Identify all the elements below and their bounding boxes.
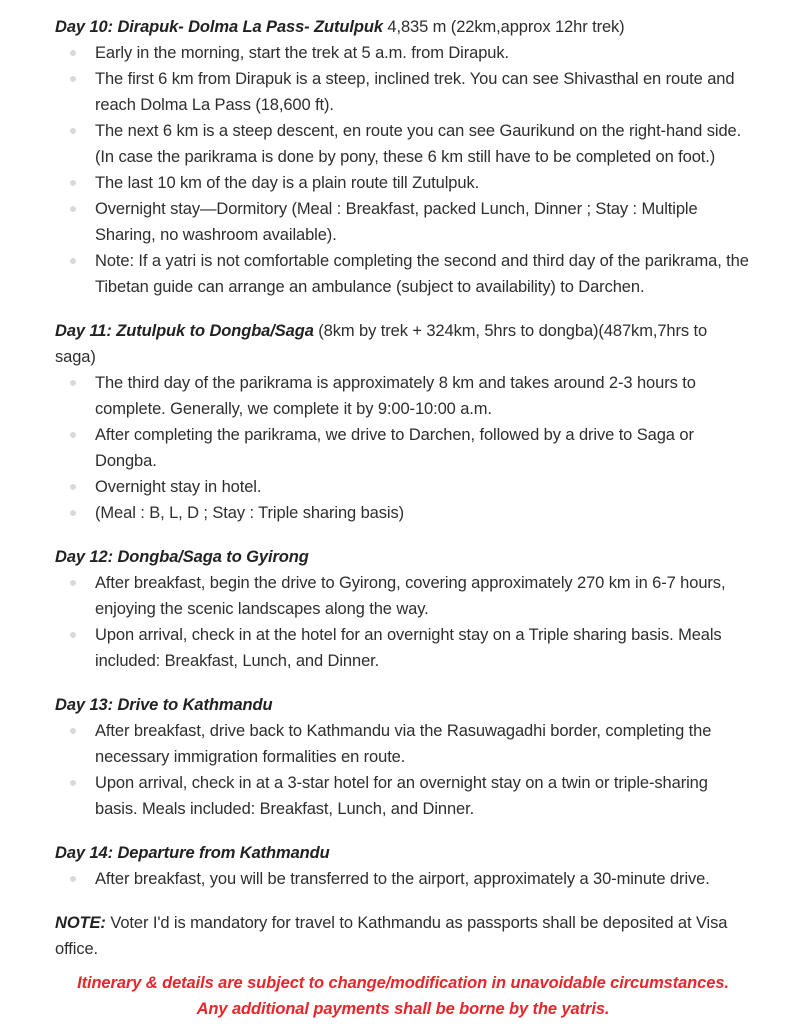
day-10-subtitle: 4,835 m (22km,approx 12hr trek) — [382, 18, 625, 36]
day-11-bullet-list — [55, 370, 751, 526]
list-item: The first 6 km from Dirapuk is a steep, inclined trek. You can see Shivasthal en route and reach Dolma La Pass (18,600 ft). — [67, 66, 751, 118]
list-item: Note: If a yatri is not comfortable completing the second and third day of the parikrama, the Tibetan guide can arrange an ambulance (subject to availability) to Darchen. — [67, 248, 751, 300]
day-11-title: Day 11: Zutulpuk to Dongba/Saga — [55, 322, 314, 340]
day-14-title: Day 14: Departure from Kathmandu — [55, 844, 330, 862]
day-13-title: Day 13: Drive to Kathmandu — [55, 696, 273, 714]
note-paragraph — [55, 910, 751, 962]
day-10-section — [55, 14, 751, 300]
day-10-bullet-list — [55, 40, 751, 300]
day-13-heading — [55, 692, 751, 718]
list-item: After breakfast, drive back to Kathmandu via the Rasuwagadhi border, completing the necessary immigration formalities en route. — [67, 718, 751, 770]
list-item: Upon arrival, check in at a 3-star hotel for an overnight stay on a twin or triple-sharing basis. Meals included: Breakfast, Lunch, and Dinner. — [67, 770, 751, 822]
itinerary-page — [55, 14, 751, 1022]
day-14-bullet-list — [55, 866, 751, 892]
list-item: After completing the parikrama, we drive to Darchen, followed by a drive to Saga or Dongba. — [67, 422, 751, 474]
list-item: After breakfast, begin the drive to Gyirong, covering approximately 270 km in 6-7 hours, enjoying the scenic landscapes along the way. — [67, 570, 751, 622]
day-14-heading — [55, 840, 751, 866]
list-item: The last 10 km of the day is a plain route till Zutulpuk. — [67, 170, 751, 196]
day-14-section — [55, 840, 751, 892]
list-item: (Meal : B, L, D ; Stay : Triple sharing basis) — [67, 500, 751, 526]
day-12-section — [55, 544, 751, 674]
list-item: The third day of the parikrama is approximately 8 km and takes around 2-3 hours to complete. Generally, we complete it by 9:00-10:00 a.m. — [67, 370, 751, 422]
day-10-heading — [55, 14, 751, 40]
note-text: Voter I'd is mandatory for travel to Kathmandu as passports shall be deposited at Visa office. — [55, 914, 728, 958]
list-item: The next 6 km is a steep descent, en route you can see Gaurikund on the right-hand side. (In case the parikrama is done by pony, these 6 km still have to be completed on foot.) — [67, 118, 751, 170]
day-11-heading — [55, 318, 751, 370]
list-item: Early in the morning, start the trek at 5 a.m. from Dirapuk. — [67, 40, 751, 66]
disclaimer-line-1: Itinerary & details are subject to change/modification in unavoidable circumstances. — [77, 974, 729, 992]
day-12-title: Day 12: Dongba/Saga to Gyirong — [55, 548, 309, 566]
list-item: Upon arrival, check in at the hotel for an overnight stay on a Triple sharing basis. Meals included: Breakfast, Lunch, and Dinner. — [67, 622, 751, 674]
disclaimer-line-2: Any additional payments shall be borne by the yatris. — [196, 1000, 610, 1018]
day-12-bullet-list — [55, 570, 751, 674]
list-item: After breakfast, you will be transferred to the airport, approximately a 30-minute drive. — [67, 866, 751, 892]
disclaimer-block — [55, 970, 751, 1022]
day-11-subtitle: (8km by trek + 324km, 5hrs to dongba)(487km,7hrs to saga) — [55, 322, 708, 366]
list-item: Overnight stay in hotel. — [67, 474, 751, 500]
list-item: Overnight stay—Dormitory (Meal : Breakfast, packed Lunch, Dinner ; Stay : Multiple Sharing, no washroom available). — [67, 196, 751, 248]
day-13-bullet-list — [55, 718, 751, 822]
day-11-section — [55, 318, 751, 526]
day-10-title: Day 10: Dirapuk- Dolma La Pass- Zutulpuk — [55, 18, 383, 36]
day-13-section — [55, 692, 751, 822]
day-12-heading — [55, 544, 751, 570]
note-label: NOTE: — [55, 914, 106, 932]
